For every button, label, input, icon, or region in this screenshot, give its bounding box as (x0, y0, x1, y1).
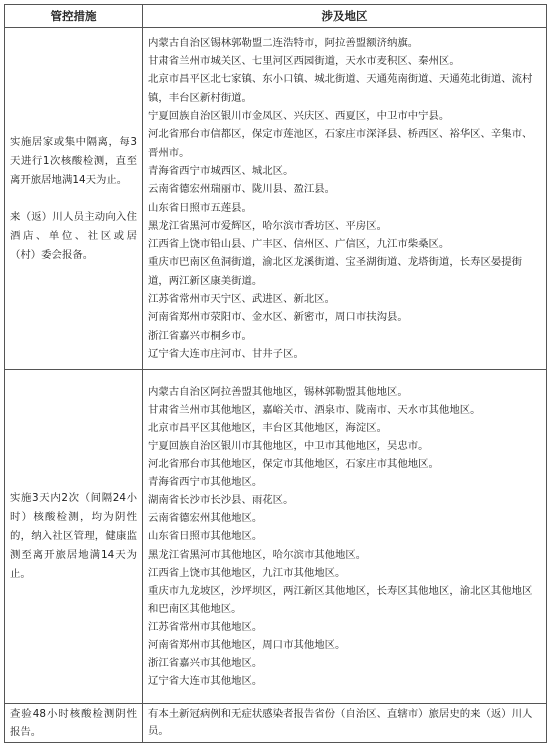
area-item: 重庆市巴南区鱼洞街道，渝北区龙溪街道、宝圣湖街道、龙塔街道，长寿区晏提街道，两江新区康美街道。 (148, 256, 523, 287)
area-item: 青海省西宁市其他地区。 (148, 476, 263, 489)
area-item: 云南省德宏州瑞丽市、陇川县、盈江县。 (148, 183, 336, 196)
control-measures-table (4, 4, 547, 743)
area-item: 黑龙江省黑河市其他地区，哈尔滨市其他地区。 (148, 548, 367, 561)
area-item: 江苏省常州市其他地区。 (148, 620, 263, 633)
area-item: 宁夏回族自治区银川市金凤区、兴庆区、西夏区，中卫市中宁县。 (148, 110, 450, 123)
area-item: 北京市昌平区其他地区，丰台区其他地区，海淀区。 (148, 421, 387, 434)
area-item: 有本土新冠病例和无症状感染者报告省份（自治区、直辖市）旅居史的来（返）川人员。 (148, 707, 533, 737)
area-item: 内蒙古自治区阿拉善盟其他地区，锡林郭勒盟其他地区。 (148, 385, 408, 398)
area-item: 湖南省长沙市长沙县、雨花区。 (148, 494, 294, 507)
area-item: 甘肃省兰州市其他地区，嘉峪关市、酒泉市、陇南市、天水市其他地区。 (148, 403, 481, 416)
area-item: 辽宁省大连市其他地区。 (148, 675, 263, 688)
area-item: 青海省西宁市城西区、城北区。 (148, 164, 294, 177)
area-item: 重庆市九龙坡区，沙坪坝区，两江新区其他地区，长寿区其他地区，渝北区其他地区和巴南区其他地区。 (148, 584, 533, 615)
area-item: 山东省日照市五莲县。 (148, 201, 252, 214)
area-item: 江西省上饶市其他地区，九江市其他地区。 (148, 566, 346, 579)
area-item: 河南省郑州市荥阳市、金水区、新密市，周口市扶沟县。 (148, 311, 408, 324)
area-item: 内蒙古自治区锡林郭勒盟二连浩特市，阿拉善盟额济纳旗。 (148, 36, 419, 49)
area-item: 黑龙江省黑河市爱辉区，哈尔滨市香坊区、平房区。 (148, 219, 387, 232)
area-item: 山东省日照市其他地区。 (148, 530, 263, 543)
area-item: 云南省德宏州其他地区。 (148, 512, 263, 525)
areas-cell (143, 704, 547, 743)
measures-cell (5, 370, 143, 704)
header-measures: 管控措施 (5, 5, 143, 28)
measure-text: 来（返）川人员主动向入住酒店、单位、社区或居（村）委会报备。 (10, 210, 137, 261)
area-item: 河南省郑州市其他地区，周口市其他地区。 (148, 639, 346, 652)
area-item: 宁夏回族自治区银川市其他地区，中卫市其他地区，吴忠市。 (148, 439, 429, 452)
measure-text: 实施居家或集中隔离，每3天进行1次核酸检测，直至离开旅居地满14天为止。 (10, 135, 137, 186)
areas-cell (143, 28, 547, 370)
measure-text: 查验48小时核酸检测阴性报告。 (10, 708, 137, 738)
area-item: 江西省上饶市铅山县、广丰区、信州区、广信区，九江市柴桑区。 (148, 238, 450, 251)
table-row (5, 28, 547, 370)
area-item: 河北省邢台市其他地区，保定市其他地区，石家庄市其他地区。 (148, 458, 439, 471)
area-item: 浙江省嘉兴市桐乡市。 (148, 329, 252, 342)
header-areas: 涉及地区 (143, 5, 547, 28)
area-item: 浙江省嘉兴市其他地区。 (148, 657, 263, 670)
area-item: 辽宁省大连市庄河市、甘井子区。 (148, 347, 304, 360)
table-row (5, 370, 547, 704)
area-item: 甘肃省兰州市城关区、七里河区西园街道，天水市麦积区、秦州区。 (148, 55, 460, 68)
measure-text: 实施3天内2次（间隔24小时）核酸检测，均为阴性的，纳入社区管理，健康监测至离开旅居地满14天为止。 (10, 492, 137, 580)
measures-cell (5, 704, 143, 743)
measures-cell (5, 28, 143, 370)
area-item: 江苏省常州市天宁区、武进区、新北区。 (148, 292, 336, 305)
areas-cell (143, 370, 547, 704)
table-header-row (5, 5, 547, 28)
table-row (5, 704, 547, 743)
area-item: 河北省邢台市信都区，保定市莲池区，石家庄市深泽县、桥西区、裕华区、辛集市、晋州市。 (148, 128, 533, 159)
area-item: 北京市昌平区北七家镇、东小口镇、城北街道、天通苑南街道、天通苑北街道、流村镇，丰台区新村街道。 (148, 73, 533, 104)
